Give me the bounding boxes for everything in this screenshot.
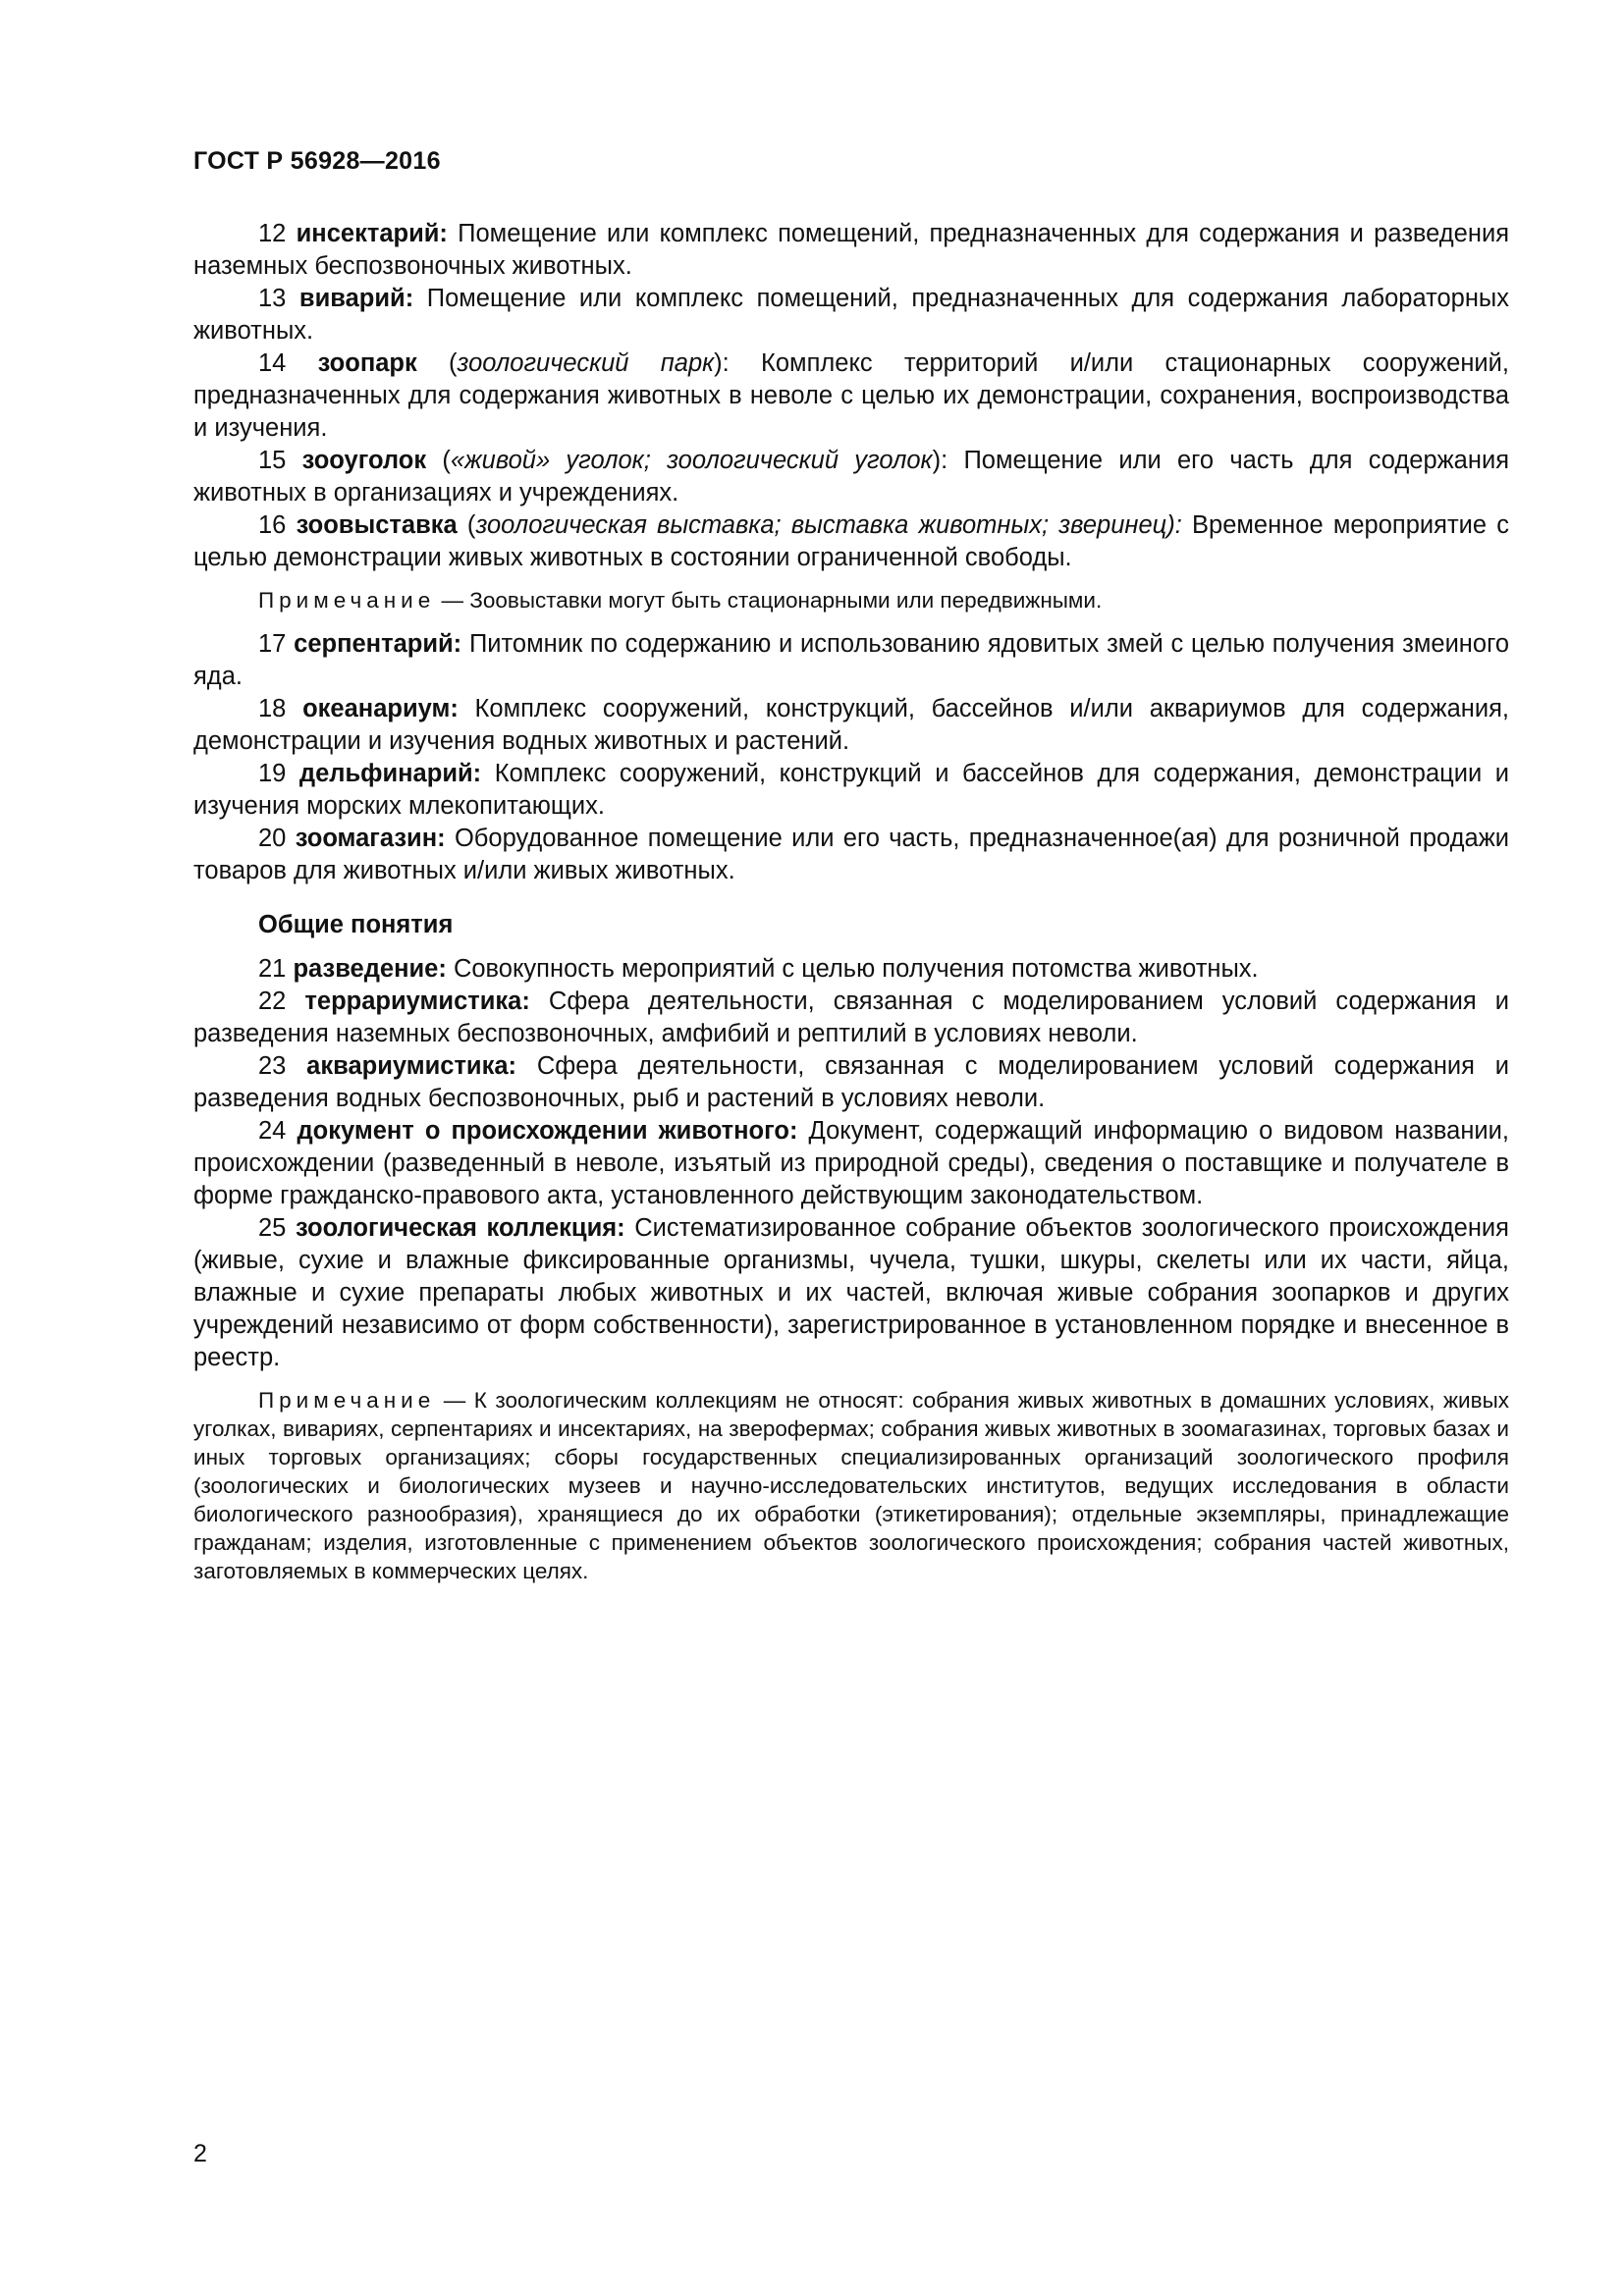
term-entry-19: 19 дельфинарий: Комплекс сооружений, конструкций и бассейнов для содержания, демонстрации и изучения морских млекопитающих.	[193, 760, 1509, 820]
term-definition: Комплекс сооружений, конструкций, бассейнов и/или аквариумов для содержания, демонстрации и изучения водных животных и растений.	[193, 695, 1509, 755]
term-entry-15: 15 зооуголок («живой» уголок; зоологический уголок): Помещение или его часть для содержания животных в организациях и учреждениях.	[193, 447, 1510, 507]
term-name: зоологическая коллекция:	[295, 1214, 625, 1242]
note-text: К зоологическим коллекциям не относят: собрания живых животных в домашних условиях, живых уголках, вивариях, серпентариях и инсектариях, на зверофермах; собрания живых животных в зоомагазинах, торговых базах и иных торговых организациях; сборы государственных специализированных организаций зоологического профиля (зоологических и биологических музеев и научно-исследовательских институтов, ведущих исследования в области биологического разнообразия), хранящиеся до их обработки (этикетирования); отдельные экземпляры, принадлежащие гражданам; изделия, изготовленные с применением объектов зоологического происхождения; собрания частей животных, заготовляемых в коммерческих целях.	[193, 1388, 1509, 1583]
term-definition: Помещение или комплекс помещений, предназначенных для содержания и разведения наземных беспозвоночных животных.	[193, 220, 1509, 280]
term-definition: Питомник по содержанию и использованию ядовитых змей с целью получения змеиного яда.	[193, 630, 1509, 690]
term-entry-17: 17 серпентарий: Питомник по содержанию и использованию ядовитых змей с целью получения змеиного яда.	[193, 630, 1509, 690]
term-name: зоопарк	[317, 349, 417, 377]
term-name: документ о происхождении животного:	[297, 1117, 798, 1145]
term-name: разведение:	[293, 955, 447, 983]
document-body	[193, 218, 1509, 1599]
term-entry-25: 25 зоологическая коллекция: Систематизированное собрание объектов зоологического происхождения (живые, сухие и влажные фиксированные организмы, чучела, тушки, шкуры, скелеты или их части, яйца, влажные и сухие препараты любых животных и их частей, включая живые собрания зоопарков и других учреждений независимо от форм собственности), зарегистрированное в установленном порядке и внесенное в реестр.	[193, 1214, 1509, 1371]
term-definition: Помещение или комплекс помещений, предназначенных для содержания лабораторных животных.	[193, 285, 1509, 345]
term-definition: Документ, содержащий информацию о видовом названии, происхождении (разведенный в неволе, изъятый из природной среды), сведения о поставщике и получателе в форме гражданско-правового акта, установленного действующим законодательством.	[193, 1117, 1509, 1209]
document-header: ГОСТ Р 56928—2016	[193, 147, 441, 175]
note-block-2: Примечание — К зоологическим коллекциям не относят: собрания живых животных в домашних условиях, живых уголках, вивариях, серпентариях и инсектариях, на зверофермах; собрания живых животных в зоомагазинах, торговых базах и иных торговых организациях; сборы государственных специализированных организаций зоологического профиля (зоологических и биологических музеев и научно-исследовательских институтов, ведущих исследования в области биологического разнообразия), хранящиеся до их обработки (этикетирования); отдельные экземпляры, принадлежащие гражданам; изделия, изготовленные с применением объектов зоологического происхождения; собрания частей животных, заготовляемых в коммерческих целях.	[193, 1388, 1509, 1583]
term-name: зооуголок	[301, 447, 427, 474]
term-definition: Оборудованное помещение или его часть, предназначенное(ая) для розничной продажи товаров для животных и/или живых животных.	[193, 825, 1509, 884]
term-definition: Помещение или его часть для содержания животных в организациях и учреждениях.	[193, 447, 1510, 507]
term-name: зоовыставка	[296, 511, 458, 539]
term-entry-13: 13 виварий: Помещение или комплекс помещений, предназначенных для содержания лабораторных животных.	[193, 285, 1509, 345]
term-synonym: «живой» уголок; зоологический уголок	[450, 447, 933, 474]
term-name: инсектарий:	[296, 220, 448, 247]
term-synonym: зоологический парк	[457, 349, 715, 377]
page-number: 2	[193, 2140, 207, 2167]
term-name: дельфинарий:	[298, 760, 482, 787]
term-definition: Временное мероприятие с целью демонстрации живых животных в состоянии ограниченной свободы.	[193, 511, 1510, 571]
term-name: виварий:	[298, 285, 414, 312]
term-entry-23: 23 аквариумистика: Сфера деятельности, связанная с моделированием условий содержания и разведения водных беспозвоночных, рыб и растений в условиях неволи.	[193, 1052, 1509, 1112]
term-entry-12: 12 инсектарий: Помещение или комплекс помещений, предназначенных для содержания и разведения наземных беспозвоночных животных.	[193, 220, 1509, 280]
note-label: Примечание	[258, 588, 436, 613]
term-name: серпентарий:	[294, 630, 462, 658]
term-entry-20: 20 зоомагазин: Оборудованное помещение или его часть, предназначенное(ая) для розничной продажи товаров для животных и/или живых животных.	[193, 825, 1509, 884]
term-entry-18: 18 океанариум: Комплекс сооружений, конструкций, бассейнов и/или аквариумов для содержания, демонстрации и изучения водных животных и растений.	[193, 695, 1509, 755]
term-definition: Сфера деятельности, связанная с моделированием условий содержания и разведения водных беспозвоночных, рыб и растений в условиях неволи.	[193, 1052, 1509, 1112]
term-entry-21: 21 разведение: Совокупность мероприятий с целью получения потомства животных.	[258, 955, 1259, 983]
term-name: зоомагазин:	[295, 825, 446, 852]
term-synonym: зоологическая выставка; выставка животных; зверинец):	[475, 511, 1182, 539]
term-definition: Сфера деятельности, связанная с моделированием условий содержания и разведения наземных беспозвоночных, амфибий и рептилий в условиях неволи.	[193, 988, 1509, 1047]
term-definition: Комплекс территорий и/или стационарных сооружений, предназначенных для содержания животных в неволе с целью их демонстрации, сохранения, воспроизводства и изучения.	[193, 349, 1509, 442]
term-name: океанариум:	[302, 695, 459, 722]
term-definition: Комплекс сооружений, конструкций и бассейнов для содержания, демонстрации и изучения морских млекопитающих.	[193, 760, 1509, 820]
note-block-1: Примечание — Зоовыставки могут быть стационарными или передвижными.	[258, 588, 1103, 613]
term-definition: Систематизированное собрание объектов зоологического происхождения (живые, сухие и влажные фиксированные организмы, чучела, тушки, шкуры, скелеты или их части, яйца, влажные и сухие препараты любых животных и их частей, включая живые собрания зоопарков и других учреждений независимо от форм собственности), зарегистрированное в установленном порядке и внесенное в реестр.	[193, 1214, 1509, 1371]
note-label: Примечание	[258, 1388, 436, 1413]
term-entry-22: 22 террариумистика: Сфера деятельности, связанная с моделированием условий содержания и разведения наземных беспозвоночных, амфибий и рептилий в условиях неволи.	[193, 988, 1509, 1047]
term-definition: Совокупность мероприятий с целью получения потомства животных.	[446, 955, 1259, 983]
term-entry-24: 24 документ о происхождении животного: Документ, содержащий информацию о видовом названии, происхождении (разведенный в неволе, изъятый из природной среды), сведения о поставщике и получателе в форме гражданско-правового акта, установленного действующим законодательством.	[193, 1117, 1509, 1209]
note-text: Зоовыставки могут быть стационарными или передвижными.	[469, 588, 1103, 613]
term-entry-16: 16 зоовыставка (зоологическая выставка; выставка животных; зверинец): Временное мероприятие с целью демонстрации живых животных в состоянии ограниченной свободы.	[193, 511, 1510, 571]
term-entry-14: 14 зоопарк (зоологический парк): Комплекс территорий и/или стационарных сооружений, предназначенных для содержания животных в неволе с целью их демонстрации, сохранения, воспроизводства и изучения.	[193, 349, 1509, 442]
term-name: террариумистика:	[304, 988, 530, 1015]
section-title: Общие понятия	[258, 911, 454, 938]
term-name: аквариумистика:	[306, 1052, 517, 1080]
